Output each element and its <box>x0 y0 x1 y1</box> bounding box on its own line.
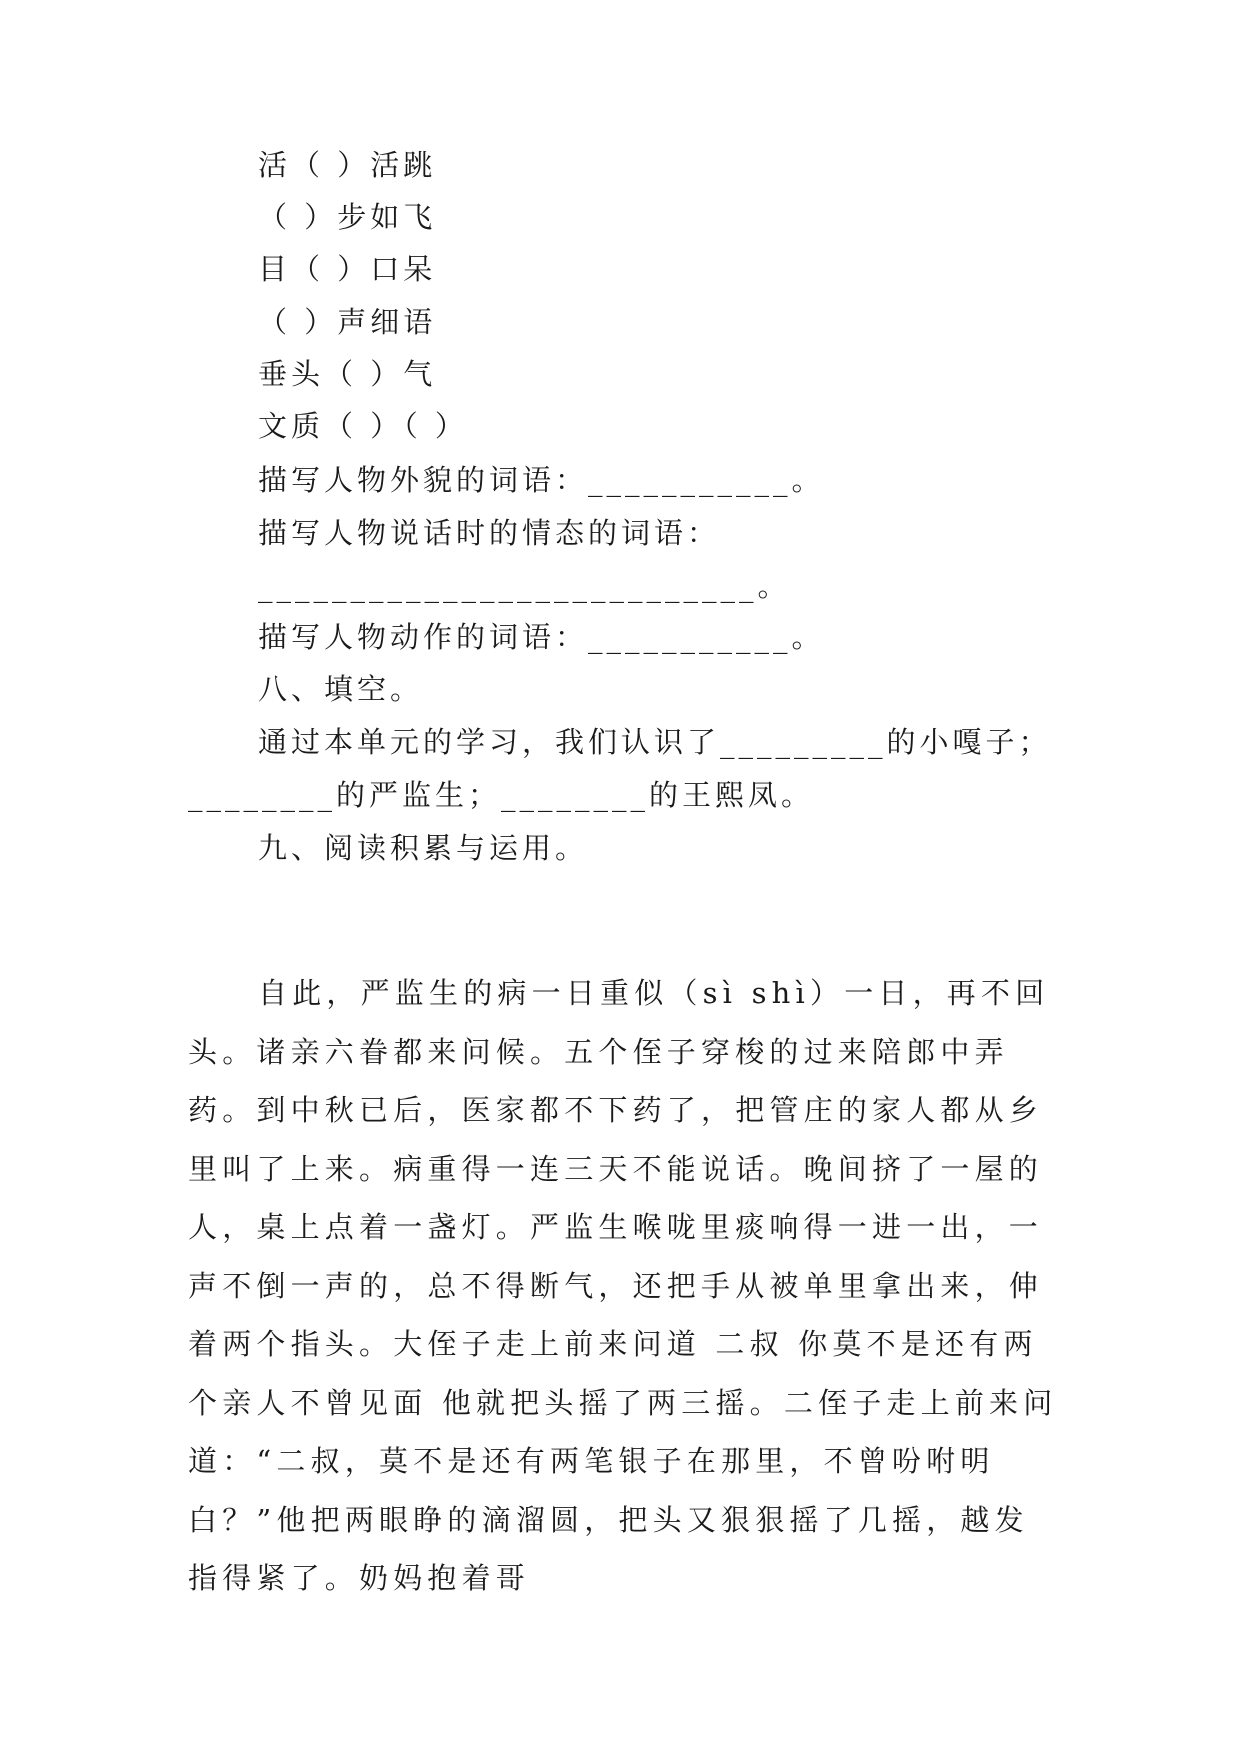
idiom-fill-6: 文质（ ）（ ） <box>258 409 468 443</box>
reading-passage: 自此，严监生的病一日重似（sì shì）一日，再不回头。诸亲六眷都来问候。五个侄子穿梭的过来陪郎中弄药。到中秋已后，医家都不下药了，把管庄的家人都从乡里叫了上来。病重得一连三天不能说话。晚间挤了一屋的人，桌上点着一盏灯。严监生喉咙里痰响得一进一出，一声不倒一声的，总不得断气，还把手从被单里拿出来，伸着两个指头。大侄子走上前来问道 二叔 你莫不是还有两个亲人不曾见面 他就把头摇了两三摇。二侄子走上前来问道：“二叔，莫不是还有两笔银子在那里，不曾吩咐明白？”他把两眼睁的滴溜圆，把头又狠狠摇了几摇，越发指得紧了。奶妈抱着哥 <box>188 976 1058 1595</box>
idiom-fill-2: （ ）步如飞 <box>258 200 437 234</box>
idiom-fill-1: 活（ ）活跳 <box>258 148 437 182</box>
idiom-fill-4: （ ）声细语 <box>258 305 437 339</box>
fill-blank-line-2: ________的严监生；________的王熙凤。 <box>188 778 815 812</box>
action-words-prompt: 描写人物动作的词语：___________。 <box>258 620 825 654</box>
fill-blank-line-1: 通过本单元的学习，我们认识了_________的小嘎子； <box>258 725 1052 759</box>
appearance-words-prompt: 描写人物外貌的词语：___________。 <box>258 463 825 497</box>
idiom-fill-3: 目（ ）口呆 <box>258 252 437 286</box>
speech-words-blank: ___________________________。 <box>258 569 791 603</box>
section-8-heading: 八、填空。 <box>258 672 424 706</box>
speech-words-prompt: 描写人物说话时的情态的词语： <box>258 516 721 550</box>
section-9-heading: 九、阅读积累与运用。 <box>258 831 589 865</box>
idiom-fill-5: 垂头（ ）气 <box>258 357 437 391</box>
